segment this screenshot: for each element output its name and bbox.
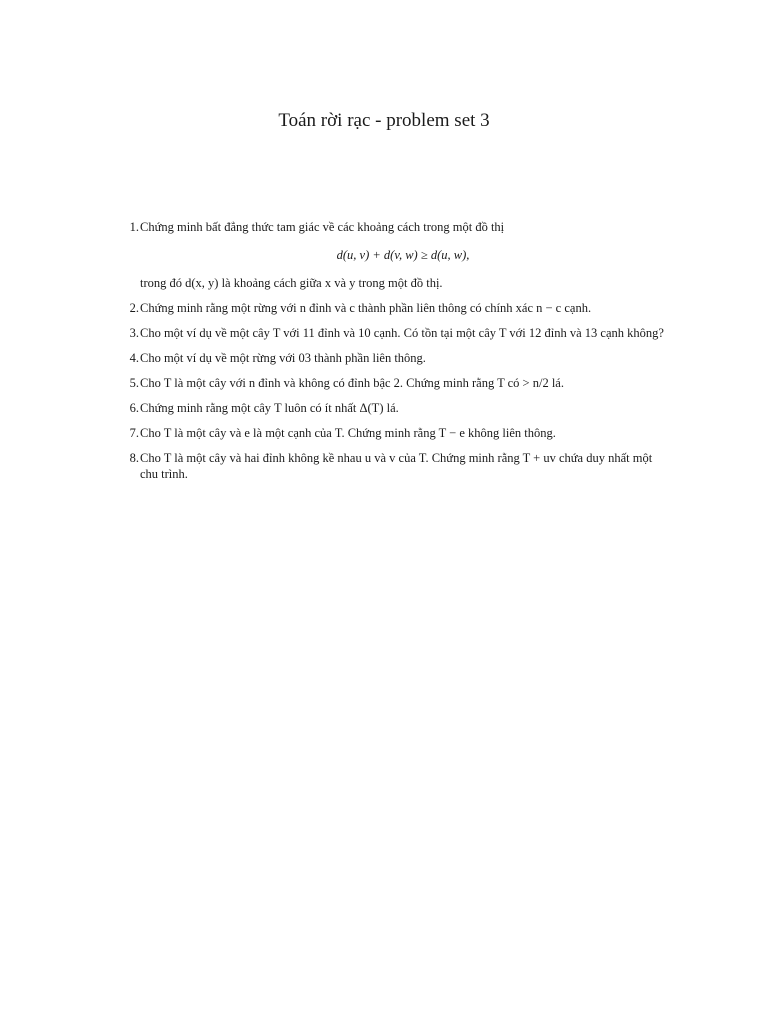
problem-text: Cho T là một cây và e là một cạnh của T. Chứng minh rằng T − e không liên thông.: [140, 426, 556, 440]
problem-number: 2.: [129, 301, 139, 315]
problem-text: Chứng minh rằng một cây T luôn có ít nhất Δ(T) lá.: [140, 401, 399, 415]
triangle-inequality-equation: d(u, v) + d(v, w) ≥ d(u, w),: [336, 248, 470, 262]
problem-text: Cho T là một cây với n đỉnh và không có đỉnh bậc 2. Chứng minh rằng T có > n/2 lá.: [140, 376, 564, 390]
problem-item-6: [118, 400, 666, 416]
problem-item-7: [118, 425, 666, 441]
problem-number: 1.: [129, 220, 139, 234]
problem-item-3: [118, 325, 666, 341]
problem-number: 7.: [129, 426, 139, 440]
problem-number: 4.: [129, 351, 139, 365]
problem-text: Cho một ví dụ về một cây T với 11 đỉnh và 10 cạnh. Có tồn tại một cây T với 12 đỉnh và 13 cạnh không?: [140, 326, 664, 340]
problem-item-1: [118, 219, 666, 291]
problem-number: 5.: [129, 376, 139, 390]
problem-number: 8.: [129, 451, 139, 465]
problem-text: Chứng minh bất đẳng thức tam giác về các khoảng cách trong một đồ thị: [140, 220, 505, 234]
problem-text-continuation: trong đó d(x, y) là khoảng cách giữa x và y trong một đồ thị.: [140, 276, 443, 290]
problem-list: [118, 219, 666, 491]
problem-text: Chứng minh rằng một rừng với n đỉnh và c thành phần liên thông có chính xác n − c cạnh.: [140, 301, 592, 315]
problem-number: 6.: [129, 401, 139, 415]
problem-item-2: [118, 300, 666, 316]
problem-item-5: [118, 375, 666, 391]
problem-text: Cho T là một cây và hai đỉnh không kề nhau u và v của T. Chứng minh rằng T + uv chứa duy nhất một chu trình.: [140, 451, 653, 481]
problem-item-4: [118, 350, 666, 366]
problem-item-8: [118, 450, 666, 482]
problem-text: Cho một ví dụ về một rừng với 03 thành phần liên thông.: [140, 351, 426, 365]
page-title: Toán rời rạc - problem set 3: [278, 110, 490, 131]
problem-number: 3.: [129, 326, 139, 340]
